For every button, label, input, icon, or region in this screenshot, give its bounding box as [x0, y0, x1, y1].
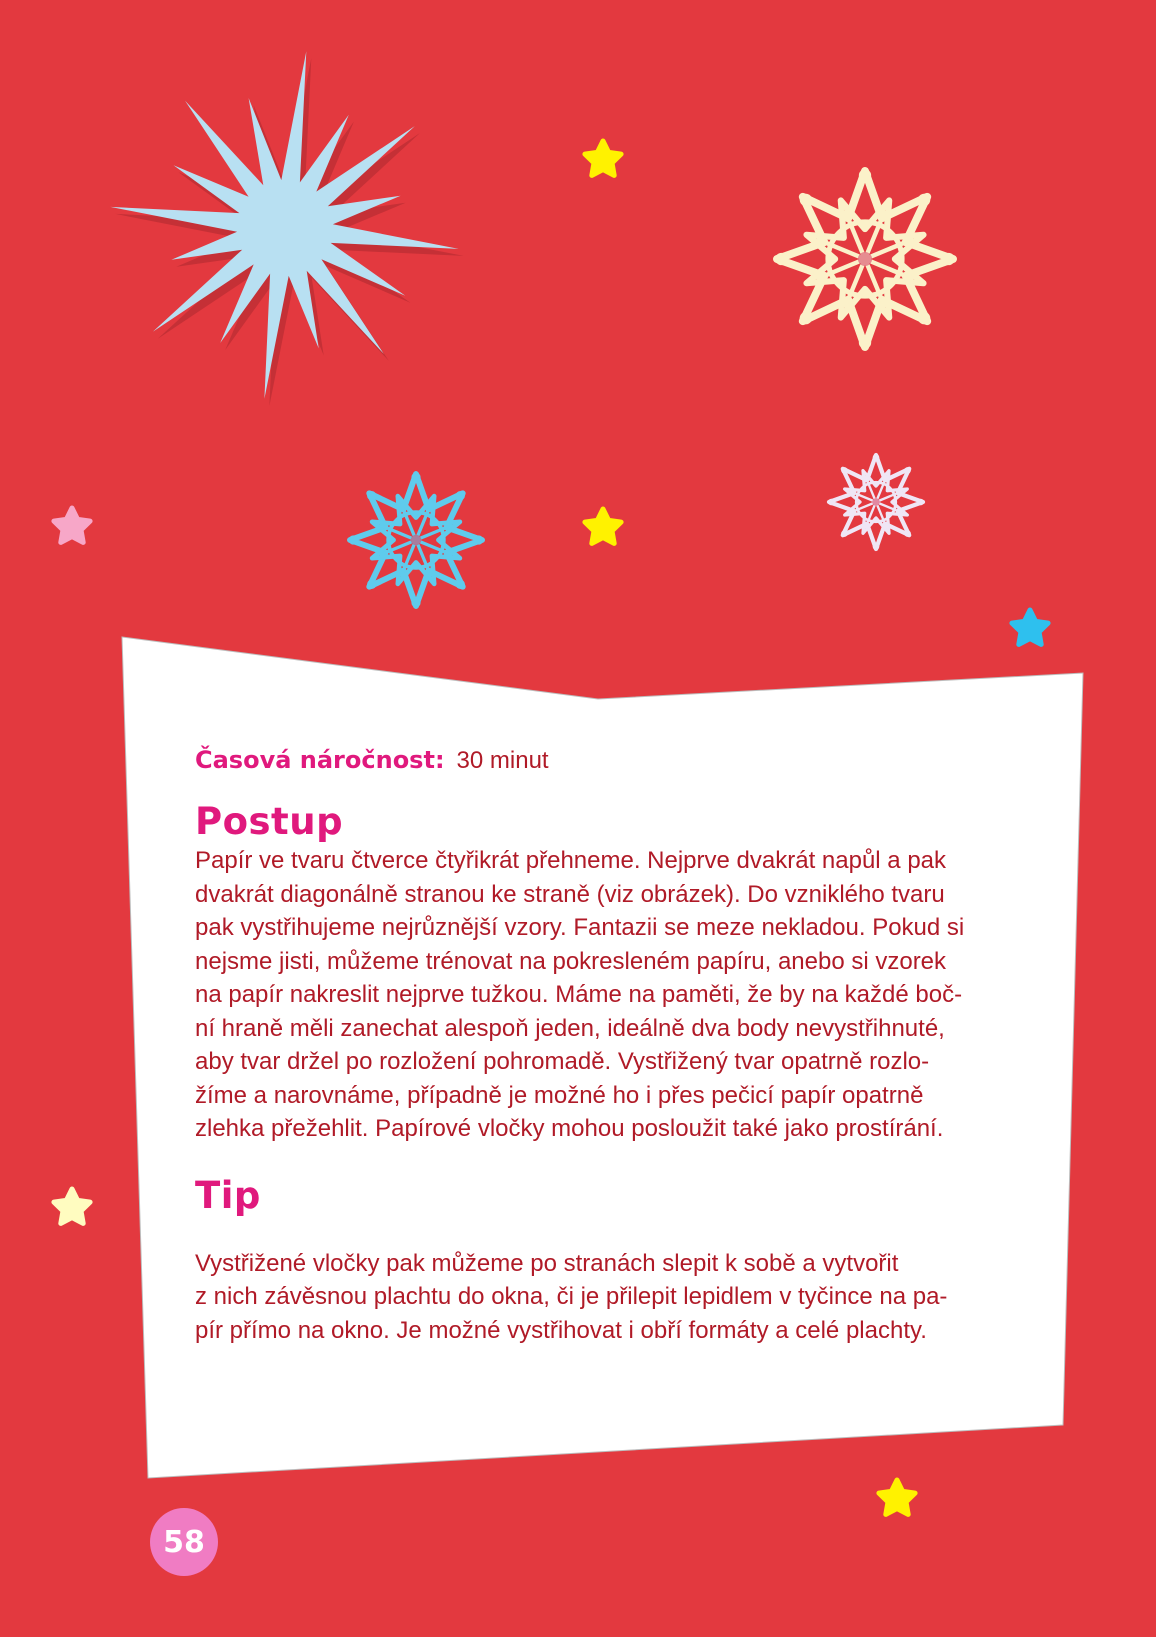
page-number-badge [150, 1508, 218, 1576]
postup-text: Papír ve tvaru čtverce čtyřikrát přehneme. Nejprve dvakrát napůl a pak dvakrát diagonálně stranou ke straně (viz obrázek). Do vzniklého tvaru pak vystřihujeme nejrůznější vzory. Fantazii se meze nekladou. Pokud si nejsme jisti, můžeme trénovat na pokresleném papíru, anebo si vzorek na papír nakreslit nejprve tužkou. Máme na paměti, že by na každé boč- ní hraně měli zanechat alespoň jeden, ideálně dva body nevystřihnuté, aby tvar držel po rozložení pohromadě. Vystřižený tvar opatrně rozlo- žíme a narovnáme, případně je možné ho i přes pečicí papír opatrně zlehka přežehlit. Papírové vločky mohou posloužit také jako prostírání. [195, 847, 965, 1142]
cream-star-icon [54, 1189, 90, 1223]
time-requirement [195, 746, 1015, 786]
time-value: 30 minut [456, 747, 549, 774]
yellow-star-icon [585, 141, 621, 175]
cyan-star-icon [1012, 610, 1048, 644]
lavender-snowflake-icon [828, 454, 924, 550]
tip-heading: Tip [195, 1173, 261, 1217]
cyan-snowflake-icon [349, 473, 484, 608]
yellow-star-icon [585, 509, 621, 543]
tip-text: Vystřižené vločky pak můžeme po stranách slepit k sobě a vytvořit z nich závěsnou plachtu do okna, či je přilepit lepidlem v tyčince na pa- pír přímo na okno. Je možné vystřihovat i obří formáty a celé plachty. [195, 1249, 948, 1344]
pink-star-icon [54, 508, 90, 542]
page-number: 58 [163, 1524, 205, 1560]
cream-snowflake-icon [775, 169, 955, 349]
postup-heading: Postup [195, 800, 344, 843]
yellow-star-icon [879, 1480, 915, 1514]
time-label: Časová náročnost: [195, 746, 445, 774]
spiky-snowflake-icon [110, 51, 463, 406]
card-text [195, 746, 1015, 1347]
